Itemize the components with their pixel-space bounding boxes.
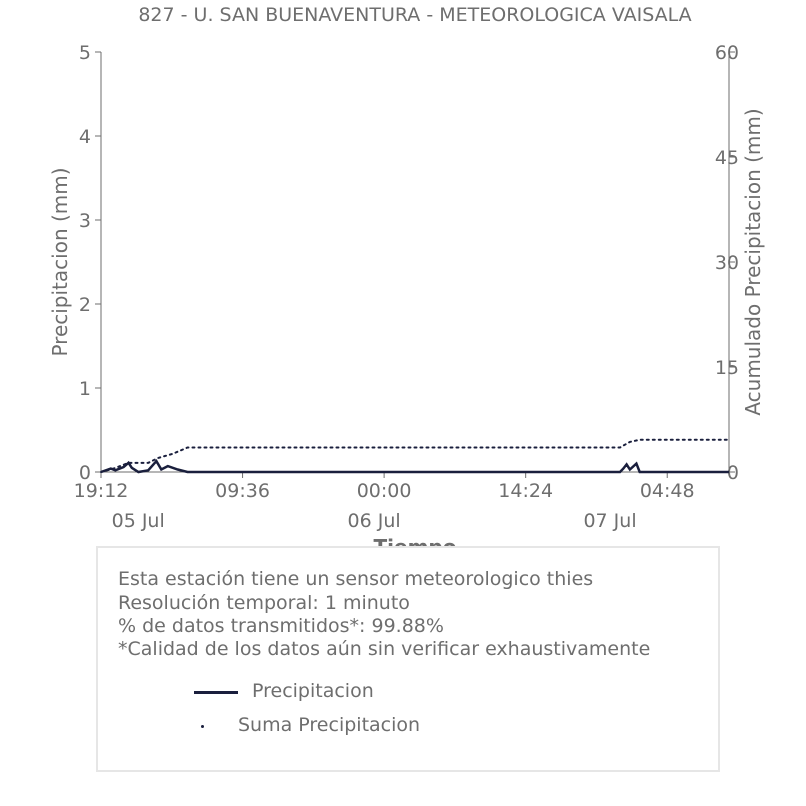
precipitacion-series-line [101,461,729,472]
x-tick-label: 00:00 [356,480,412,502]
legend-dot-swatch [201,725,204,728]
x-date-label: 05 Jul [111,510,165,532]
y-left-tick-label: 4 [78,126,91,148]
y-left-tick-label: 3 [78,210,91,232]
legend-label-precipitacion: Precipitacion [252,680,374,702]
y-left-tick-label: 1 [78,378,91,400]
y-right-tick-label: 0 [726,462,739,484]
y-left-tick-label: 2 [78,294,91,316]
x-tick-label: 19:12 [73,480,129,502]
y-left-tick-label: 5 [78,42,91,64]
info-line-quality: *Calidad de los datos aún sin verificar exhaustivamente [118,638,651,660]
x-tick-label: 14:24 [498,480,554,502]
y-right-tick-label: 15 [714,357,739,379]
y-axis-left-label: Precipitacion (mm) [48,167,72,357]
chart-title: 827 - U. SAN BUENAVENTURA - METEOROLOGICA VAISALA [138,4,692,26]
info-line-sensor: Esta estación tiene un sensor meteorologico thies [118,568,594,590]
info-line-transmitted: % de datos transmitidos*: 99.88% [118,615,444,637]
y-right-tick-label: 60 [714,42,739,64]
y-right-tick-label: 30 [714,252,739,274]
y-right-tick-label: 45 [714,147,739,169]
legend-label-suma: Suma Precipitacion [238,714,421,736]
suma-precipitacion-series-line [101,440,729,472]
legend-line-swatch [194,691,238,694]
info-box [96,546,720,772]
legend-item-precipitacion [98,680,718,704]
x-date-label: 06 Jul [347,510,401,532]
x-tick-label: 04:48 [639,480,695,502]
x-date-label: 07 Jul [583,510,637,532]
y-left-tick-label: 0 [78,462,91,484]
x-tick-label: 09:36 [215,480,270,502]
legend-item-suma [98,714,718,738]
info-line-resolution: Resolución temporal: 1 minuto [118,592,410,614]
y-axis-right-label: Acumulado Precipitacion (mm) [741,108,765,416]
